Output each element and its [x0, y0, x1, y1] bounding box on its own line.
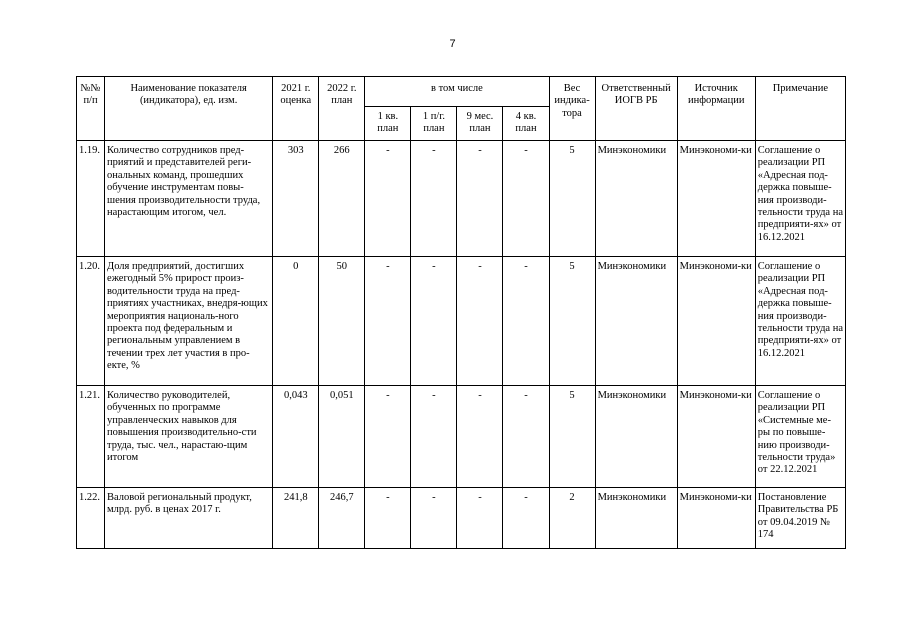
cell-weight: 5 — [549, 386, 595, 488]
cell-responsible: Минэкономики — [595, 141, 677, 257]
cell-q4: - — [503, 386, 549, 488]
header-q1: 1 кв. план — [365, 107, 411, 141]
header-2021: 2021 г. оценка — [273, 77, 319, 141]
cell-responsible: Минэкономики — [595, 386, 677, 488]
cell-source: Минэкономи-ки — [677, 386, 755, 488]
cell-responsible: Минэкономики — [595, 257, 677, 386]
cell-2021: 303 — [273, 141, 319, 257]
header-row — [77, 77, 846, 107]
cell-q1: - — [365, 386, 411, 488]
header-name: Наименование показателя (индикатора), ед. изм. — [105, 77, 273, 141]
header-h1: 1 п/г. план — [411, 107, 457, 141]
cell-weight: 5 — [549, 141, 595, 257]
cell-q1: - — [365, 257, 411, 386]
cell-num: 1.22. — [77, 488, 105, 549]
table-row — [77, 257, 846, 386]
table-row — [77, 386, 846, 488]
cell-h1: - — [411, 257, 457, 386]
cell-h1: - — [411, 141, 457, 257]
cell-name: Валовой региональный продукт, млрд. руб. в ценах 2017 г. — [105, 488, 273, 549]
header-note: Примечание — [755, 77, 845, 141]
indicators-table — [76, 76, 846, 549]
header-num: №№ п/п — [77, 77, 105, 141]
table-row — [77, 141, 846, 257]
cell-note: Постановление Правительства РБ от 09.04.2019 № 174 — [755, 488, 845, 549]
cell-source: Минэкономи-ки — [677, 488, 755, 549]
cell-weight: 5 — [549, 257, 595, 386]
cell-9m: - — [457, 386, 503, 488]
cell-note: Соглашение о реализации РП «Адресная под-держка повыше-ния производи-тельности труда на предприяти-ях» от 16.12.2021 — [755, 141, 845, 257]
cell-name: Количество сотрудников пред-приятий и представителей реги-ональных команд, прошедших обучение инструментам повы-шения производительности труда, нарастающим итогом, чел. — [105, 141, 273, 257]
cell-2022: 266 — [319, 141, 365, 257]
cell-source: Минэкономи-ки — [677, 257, 755, 386]
cell-q1: - — [365, 141, 411, 257]
cell-num: 1.20. — [77, 257, 105, 386]
cell-2021: 241,8 — [273, 488, 319, 549]
cell-h1: - — [411, 386, 457, 488]
page-number: 7 — [449, 38, 456, 50]
header-q4: 4 кв. план — [503, 107, 549, 141]
cell-2022: 50 — [319, 257, 365, 386]
table-row — [77, 488, 846, 549]
cell-2022: 246,7 — [319, 488, 365, 549]
cell-note: Соглашение о реализации РП «Адресная под-держка повыше-ния производи-тельности труда на предприяти-ях» от 16.12.2021 — [755, 257, 845, 386]
cell-name: Доля предприятий, достигших ежегодный 5% прирост произ-водительности труда на пред-приятиях участниках, внедря-ющих мероприятия националь-ного проекта под федеральным и региональным управлением в течении трех лет участия в про-екте, % — [105, 257, 273, 386]
cell-note: Соглашение о реализации РП «Системные ме-ры по повыше-нию производи-тельности труда» от 22.12.2021 — [755, 386, 845, 488]
header-2022: 2022 г. план — [319, 77, 365, 141]
cell-source: Минэкономи-ки — [677, 141, 755, 257]
cell-q4: - — [503, 488, 549, 549]
cell-9m: - — [457, 141, 503, 257]
cell-2022: 0,051 — [319, 386, 365, 488]
header-including: в том числе — [365, 77, 549, 107]
header-responsible: Ответственный ИОГВ РБ — [595, 77, 677, 141]
cell-num: 1.19. — [77, 141, 105, 257]
header-9m: 9 мес. план — [457, 107, 503, 141]
cell-2021: 0 — [273, 257, 319, 386]
cell-name: Количество руководителей, обученных по программе управленческих навыков для повышения производительно-сти труда, тыс. чел., нарастаю-щим итогом — [105, 386, 273, 488]
cell-9m: - — [457, 257, 503, 386]
cell-q4: - — [503, 141, 549, 257]
cell-responsible: Минэкономики — [595, 488, 677, 549]
cell-q1: - — [365, 488, 411, 549]
cell-2021: 0,043 — [273, 386, 319, 488]
cell-num: 1.21. — [77, 386, 105, 488]
cell-weight: 2 — [549, 488, 595, 549]
cell-h1: - — [411, 488, 457, 549]
cell-q4: - — [503, 257, 549, 386]
header-weight: Вес индика-тора — [549, 77, 595, 141]
header-source: Источник информации — [677, 77, 755, 141]
cell-9m: - — [457, 488, 503, 549]
